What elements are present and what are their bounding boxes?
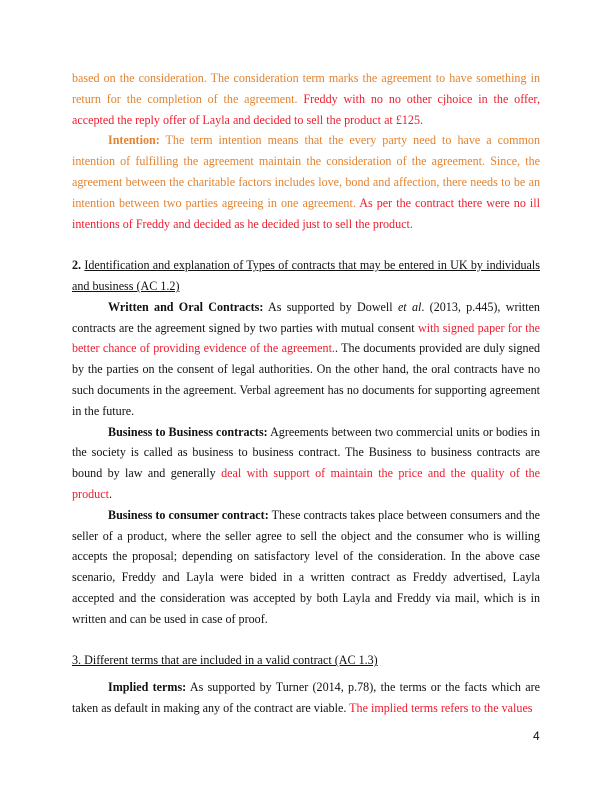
heading-text: Identification and explanation of Types of contracts that may be entered in UK by individuals and business (AC 1.2) [72,258,540,293]
paragraph-b2c [72,505,540,630]
text-segment: . The documents provided are duly signed by the parties on the consent of legal authorities. On the other hand, the oral contracts have no such documents in the agreement. Verbal agreement has no documents for supporting agreement in the future. [72,341,540,418]
paragraph-b2b [72,422,540,505]
paragraph-consideration [72,68,540,130]
section-heading-3 [72,650,540,671]
term-label: Implied terms: [108,680,187,695]
highlighted-text: As per the contract there were no ill intentions of Freddy and decided as he decided just to sell the product. [72,195,540,231]
highlighted-text: with signed paper for the better chance of providing evidence of the agreement. [72,320,540,356]
text-italic: et al [397,299,422,314]
heading-number: 2. [72,258,82,273]
heading-text: 3. Different terms that are included in a valid contract (AC 1.3) [72,653,378,668]
paragraph-written-oral [72,297,540,422]
text-segment: based on the consideration. The consideration term marks the agreement to have something in return for the completion of the agreement. [72,71,540,106]
text-segment: . [108,486,112,501]
term-label: Business to Business contracts: [108,424,268,439]
paragraph-intention [72,130,540,234]
text-segment: . (2013, p.445), written contracts are the agreement signed by two parties with mutual consent [72,299,540,335]
text-segment: As supported by Turner (2014, p.78), the terms or the facts which are taken as default in making any of the contract are viable. [72,680,540,715]
term-label: Business to consumer contract: [108,507,269,522]
term-label: Written and Oral Contracts: [108,299,264,314]
paragraph-implied [72,677,540,719]
text-segment: The term intention means that the every party need to have a common intention of fulfilling the agreement maintain the consideration of the agreement. Since, the agreement between the charitable factors includes love, bond and affection, there needs to be an intention between two parties agreeing in one agreement. [72,133,540,210]
text-segment: As supported by Dowell [263,299,398,314]
page-number: 4 [533,729,540,743]
document-page [72,68,540,719]
text-segment: These contracts takes place between consumers and the seller of a product, where the seller agree to sell the object and the consumer who is willing accepts the proposal; depending on satisfactory level of the consideration. In the above case scenario, Freddy and Layla were bided in a written contract as Freddy advertised, Layla accepted and the consideration was accepted by both Layla and Freddy via mail, which is in written and can be used in case of proof. [72,507,541,626]
text-segment: Agreements between two commercial units or bodies in the society is called as business to business contract. The Business to business contracts are bound by law and generally [72,424,540,481]
highlighted-text: The implied terms refers to the values [349,700,533,715]
highlighted-text: deal with support of maintain the price and the quality of the product [72,466,540,501]
section-heading-2 [72,255,540,297]
highlighted-text: Freddy with no no other cjhoice in the offer, accepted the reply offer of Layla and decided to sell the product at £125. [72,91,540,127]
term-label: Intention: [108,133,160,148]
